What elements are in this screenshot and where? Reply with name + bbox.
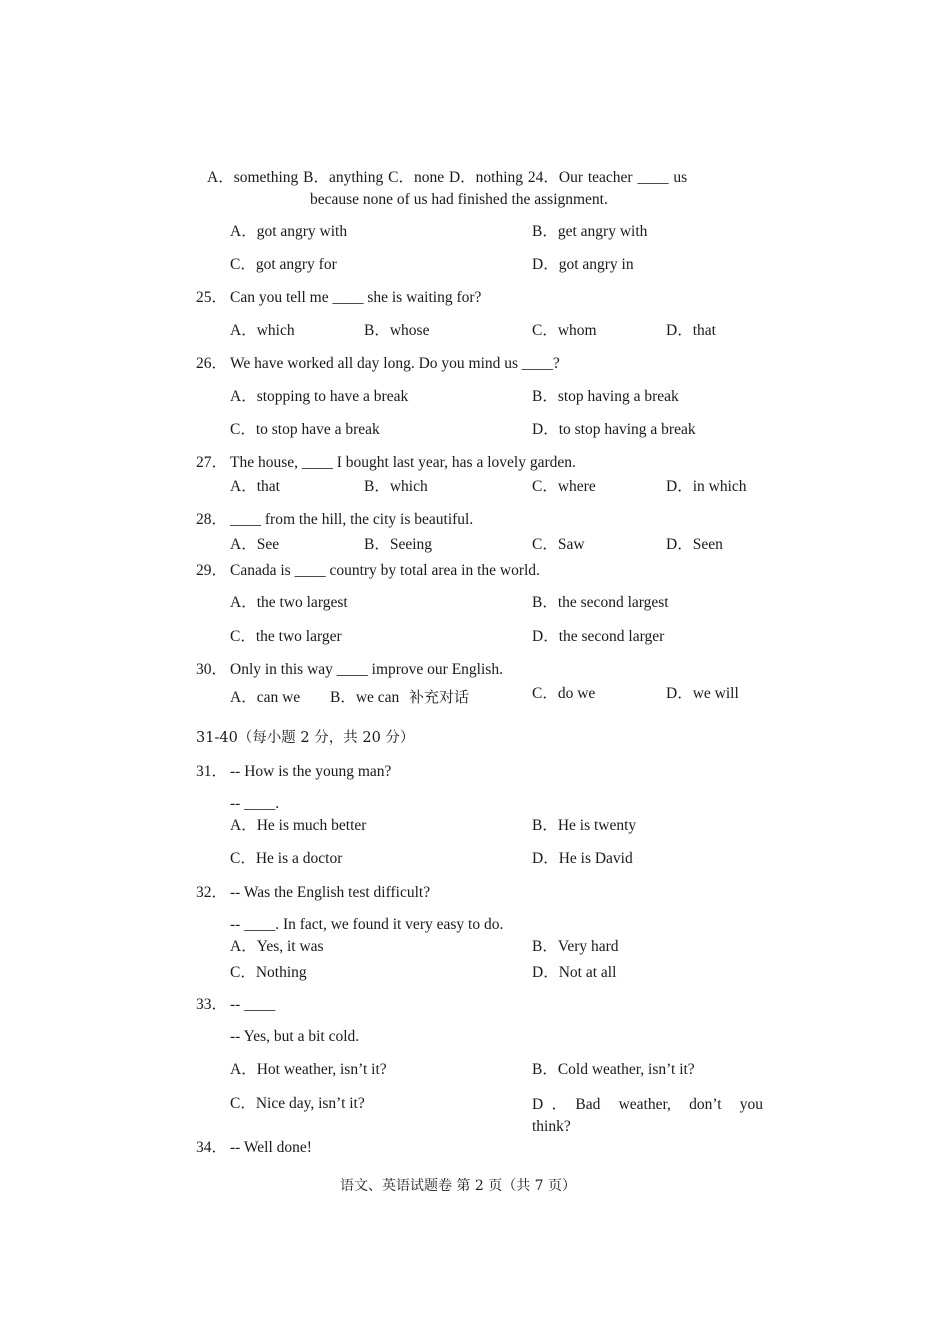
q24-stem-continued: because none of us had finished the assignment. [310, 191, 608, 208]
q24-option-c: C．got angry for [230, 256, 337, 273]
q26-stem: We have worked all day long. Do you mind us ____? [230, 355, 560, 372]
q27-option-a: A．that [230, 478, 280, 495]
q30-option-a: A．can we [230, 689, 301, 706]
q32-option-d: D．Not at all [532, 964, 617, 981]
q27-option-c: C．where [532, 478, 596, 495]
section-heading: 31-40（每小题 2 分，共 20 分） [196, 730, 415, 746]
q33-option-a: A．Hot weather, isn’t it? [230, 1061, 387, 1078]
q33-number: 33． [196, 996, 228, 1013]
q32-option-b: B．Very hard [532, 938, 619, 955]
q28-option-b: B．Seeing [364, 536, 433, 553]
q30-option-d: D．we will [666, 685, 739, 702]
q31-stem: -- How is the young man? [230, 763, 392, 780]
q28-option-a: A．See [230, 536, 280, 553]
q31-option-d: D．He is David [532, 850, 633, 867]
q30-option-b: B．we can [330, 689, 400, 706]
q29-option-b: B．the second largest [532, 594, 669, 611]
q32-option-c: C．Nothing [230, 964, 307, 981]
q27-stem: The house, ____ I bought last year, has a lovely garden. [230, 454, 576, 471]
q27-option-b: B．which [364, 478, 428, 495]
q32-reply: -- ____. In fact, we found it very easy to do. [230, 916, 504, 933]
q33-reply: -- Yes, but a bit cold. [230, 1028, 360, 1045]
q31-option-c: C．He is a doctor [230, 850, 343, 867]
q30-option-c: C．do we [532, 685, 596, 702]
q27-number: 27． [196, 454, 228, 471]
section-label-dialogue: 补充对话 [409, 688, 470, 706]
q26-option-b: B．stop having a break [532, 388, 679, 405]
q29-number: 29． [196, 562, 228, 579]
q24-option-a: A．got angry with [230, 223, 348, 240]
q32-option-a: A．Yes, it was [230, 938, 324, 955]
q33-option-d: D．Bad weather, don’t you think? [532, 1096, 763, 1135]
q23-options-q24-stem: A．something B．anything C．none D．nothing 24．Our teacher ____ us [207, 169, 688, 186]
q25-number: 25． [196, 289, 228, 306]
q30-number: 30． [196, 661, 228, 678]
q34-number: 34． [196, 1139, 228, 1156]
page-footer: 语文、英语试题卷 第 2 页（共 7 页） [339, 1178, 577, 1194]
q30-stem: Only in this way ____ improve our English. [230, 661, 503, 678]
q31-reply: -- ____. [230, 795, 280, 812]
q31-option-b: B．He is twenty [532, 817, 637, 834]
q27-option-d: D．in which [666, 478, 747, 495]
q29-stem: Canada is ____ country by total area in the world. [230, 562, 540, 579]
q31-option-a: A．He is much better [230, 817, 367, 834]
q29-option-d: D．the second larger [532, 628, 665, 645]
q29-option-a: A．the two largest [230, 594, 348, 611]
q25-stem: Can you tell me ____ she is waiting for? [230, 289, 482, 306]
q25-option-c: C．whom [532, 322, 597, 339]
q28-option-d: D．Seen [666, 536, 723, 553]
q31-number: 31． [196, 763, 228, 780]
q24-option-b: B．get angry with [532, 223, 648, 240]
q25-option-a: A．which [230, 322, 295, 339]
q33-option-b: B．Cold weather, isn’t it? [532, 1061, 695, 1078]
q26-option-a: A．stopping to have a break [230, 388, 409, 405]
q28-number: 28． [196, 511, 228, 528]
q28-option-c: C．Saw [532, 536, 585, 553]
q25-option-b: B．whose [364, 322, 430, 339]
q26-option-c: C．to stop have a break [230, 421, 380, 438]
q26-option-d: D．to stop having a break [532, 421, 696, 438]
q33-option-c: C．Nice day, isn’t it? [230, 1095, 365, 1112]
q32-stem: -- Was the English test difficult? [230, 884, 431, 901]
q32-number: 32． [196, 884, 228, 901]
q25-option-d: D．that [666, 322, 716, 339]
q24-option-d: D．got angry in [532, 256, 634, 273]
q28-stem: ____ from the hill, the city is beautiful. [230, 511, 474, 528]
q26-number: 26． [196, 355, 228, 372]
q29-option-c: C．the two larger [230, 628, 342, 645]
q33-stem: -- ____ [230, 996, 276, 1013]
q34-stem: -- Well done! [230, 1139, 312, 1156]
